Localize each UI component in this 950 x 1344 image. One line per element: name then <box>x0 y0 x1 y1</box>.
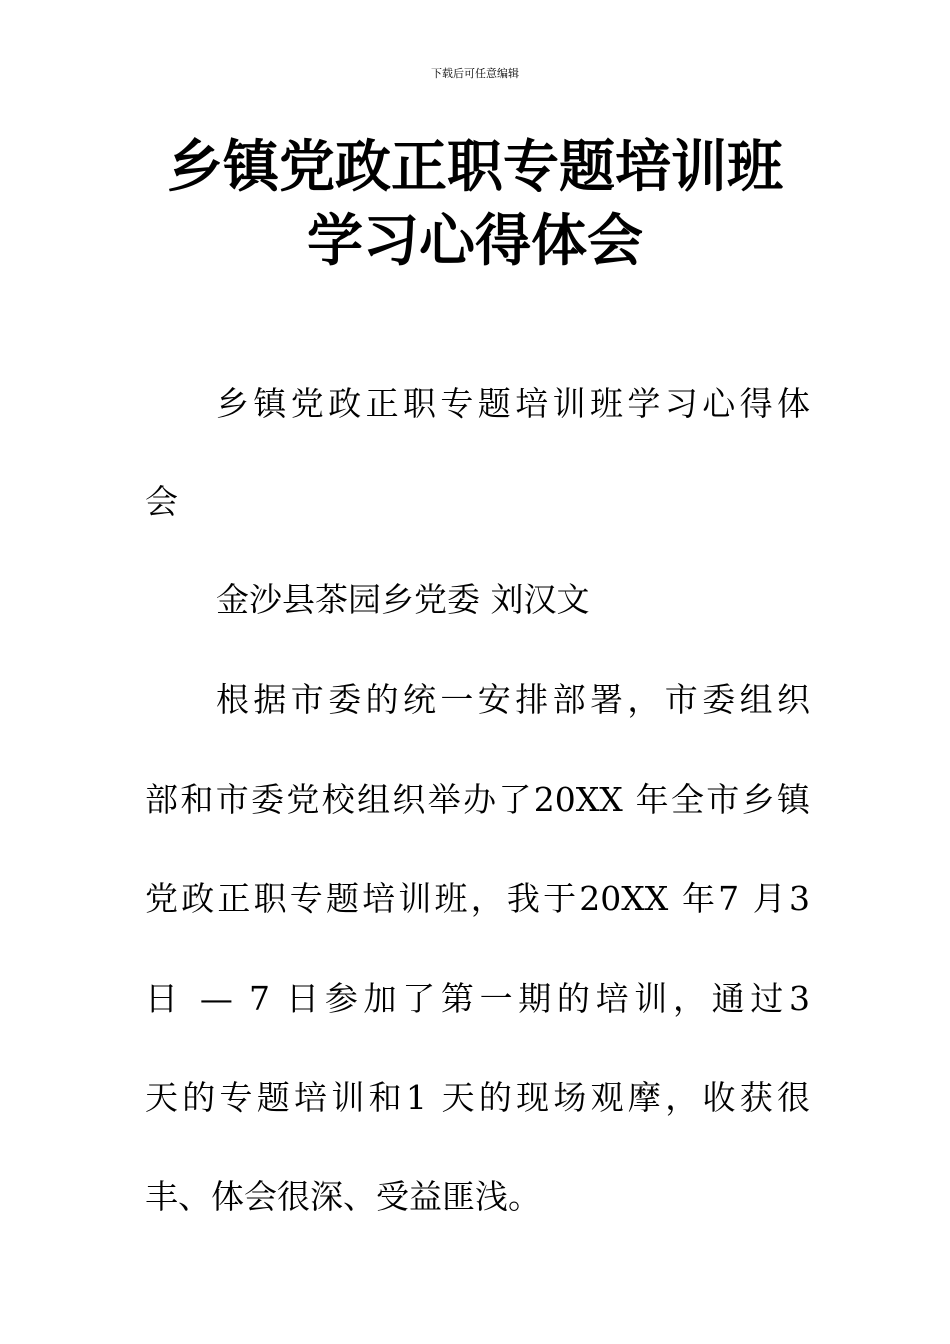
body-line: 党政正职专题培训班，我于20XX 年7 月3 <box>145 879 810 918</box>
body-line: 部和市委党校组织举办了20XX 年全市乡镇 <box>145 780 810 819</box>
body-line: 日 — 7 日参加了第一期的培训，通过3 <box>145 979 810 1018</box>
body-line: 会 <box>145 482 178 521</box>
document-title-line-1: 乡镇党政正职专题培训班 <box>167 135 783 200</box>
document-title-line-2: 学习心得体会 <box>307 209 643 274</box>
body-line: 丰、体会很深、受益匪浅。 <box>145 1177 541 1216</box>
body-line: 天的专题培训和1 天的现场观摩，收获很 <box>145 1078 810 1117</box>
body-line: 根据市委的统一安排部署，市委组织 <box>216 680 810 719</box>
header-note: 下载后可任意编辑 <box>431 67 519 80</box>
body-line: 乡镇党政正职专题培训班学习心得体 <box>216 384 810 423</box>
author-line: 金沙县茶园乡党委 刘汉文 <box>216 580 590 619</box>
